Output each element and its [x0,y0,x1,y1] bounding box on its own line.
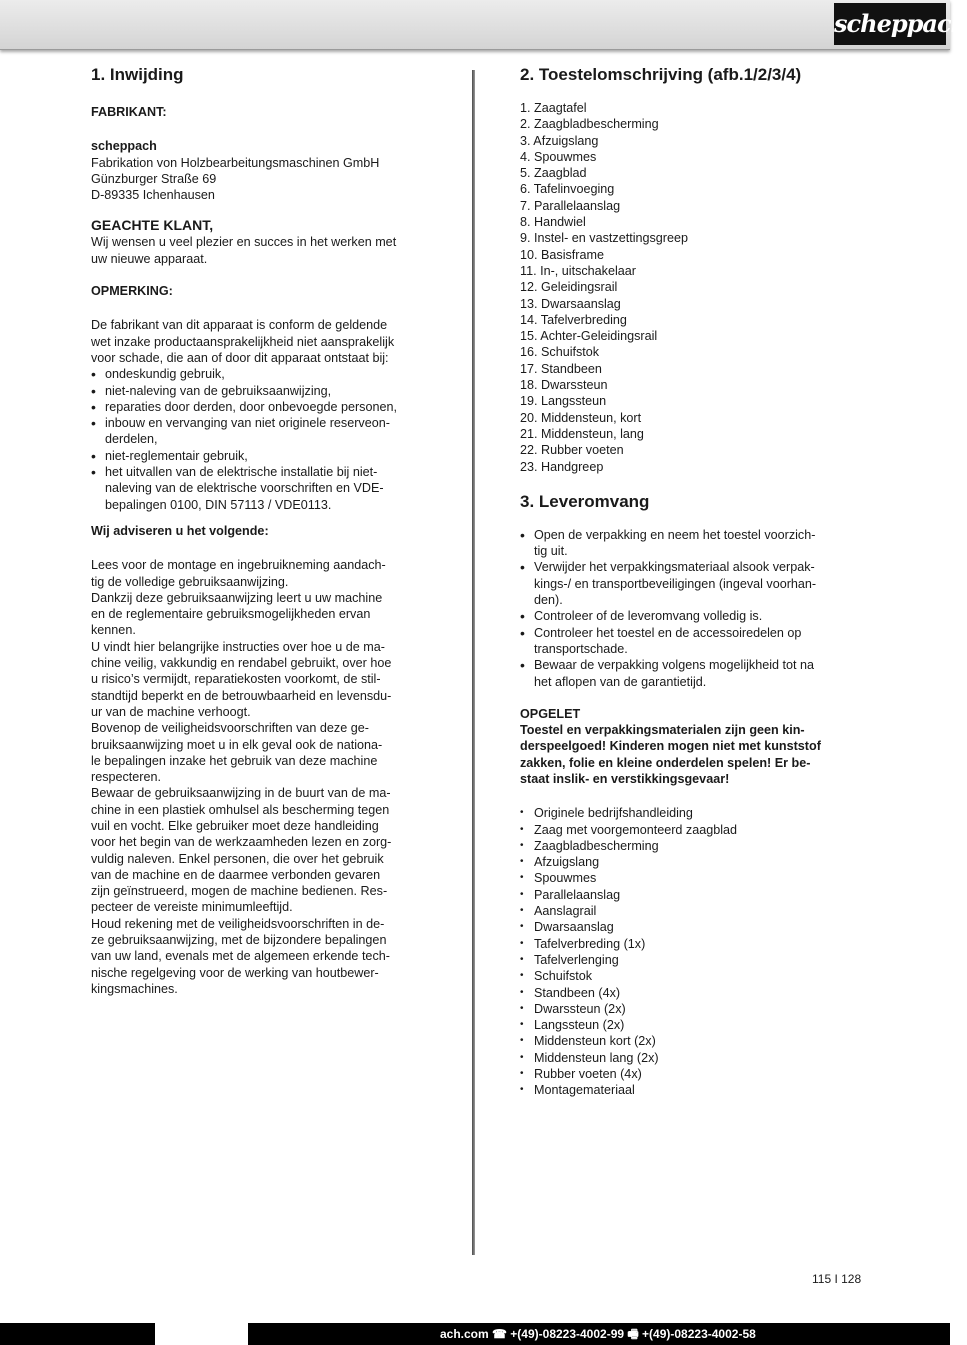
list-item: • het uitvallen van de elektrische installatie bij niet- naleving van de elektrische voorschriften en VDE- bepalingen 0100, DIN 57113 / VDE0113. [91,464,441,513]
note-text: De fabrikant van dit apparaat is conform de geldende [91,318,388,333]
company-name: scheppach [91,139,157,154]
footer-contact-text: ach.com ☎ +(49)-08223-4002-99 🖷 +(49)-08223-4002-58 [440,1327,756,1341]
list-item: 20. Middensteun, kort [520,410,642,425]
footer-gap [155,1323,248,1345]
list-item: • Originele bedrijfshandleiding [520,805,865,821]
list-item: 13. Dwarsaanslag [520,296,621,311]
list-item: 18. Dwarssteun [520,378,608,393]
list-item: 16. Schuifstok [520,345,600,360]
list-item: • Standbeen (4x) [520,985,865,1001]
list-item: • Controleer of de leveromvang volledig is. [520,608,865,624]
list-item: 17. Standbeen [520,361,602,376]
list-item: 1. Zaagtafel [520,101,587,115]
list-item: • Dwarssteun (2x) [520,1001,865,1017]
advice-label: Wij adviseren u het volgende: [91,523,269,538]
list-item: 7. Parallelaanslag [520,198,621,213]
list-item: 6. Tafelinvoeging [520,182,615,197]
list-item: • reparaties door derden, door onbevoegde personen, [91,399,441,415]
list-item: • Tafelverlenging [520,952,865,968]
list-item: • niet-naleving van de gebruiksaanwijzing, [91,383,441,399]
list-item: • Open de verpakking en neem het toestel voorzich- tig uit. [520,527,865,560]
list-item: 9. Instel- en vastzettingsgreep [520,231,689,246]
list-item: • Zaag met voorgemonteerd zaagblad [520,822,865,838]
list-item: 3. Afzuigslang [520,133,599,148]
list-item: • Afzuigslang [520,854,865,870]
list-item: 15. Achter-Geleidingsrail [520,329,658,344]
page-number: 115 I 128 [812,1272,862,1286]
section-title-description: 2. Toestelomschrijving (afb.1/2/3/4) [520,65,802,84]
list-item: 14. Tafelverbreding [520,312,627,327]
list-item: • inbouw en vervanging van niet originele reserveon- derdelen, [91,415,441,448]
greeting-title: GEACHTE KLANT, [91,217,214,234]
list-item: • Spouwmes [520,870,865,886]
section-title-delivery: 3. Leveromvang [520,491,650,511]
greeting-text: uw nieuwe apparaat. [91,251,208,266]
list-item: • Aanslagrail [520,903,865,919]
address-line: D-89335 Ichenhausen [91,188,215,203]
list-item: • Dwarsaanslag [520,919,865,935]
list-item: • niet-reglementair gebruik, [91,448,441,464]
list-item: • Middensteun lang (2x) [520,1050,865,1066]
header-bar [0,0,967,50]
contents-list [520,805,865,1098]
warning-text: Toestel en verpakkingsmaterialen zijn geen kin- derspeelgoed! Kinderen mogen niet met kunststof zakken, folie en kleine onderdelen spelen! Er be- staat inslik- en verstikkingsgevaar! [520,723,821,786]
scheppach-logo: scheppach [834,3,946,45]
delivery-steps-list [520,527,865,690]
list-item: 2. Zaagbladbescherming [520,117,659,132]
parts-list [520,100,865,475]
advice-text: Lees voor de montage en ingebruikneming aandach- tig de volledige gebruiksaanwijzing. Dankzij deze gebruiksaanwijzing leert u uw machine en de reglementaire gebruiksmogelijkheden ervan kennen. U vindt hier belangrijke instructies over hoe u de ma- chine veilig, vakkundig en rendabel gebruikt, over hoe u risico’s vermijdt, reparatiekosten voorkomt, de stil- standtijd beperkt en de betrouwbaarheid en levensdu- ur van de machine verhoogt. Bovenop de veiligheidsvoorschriften van deze ge- bruiksaanwijzing moet u in elk geval ook de nationa- le bepalingen inzake het gebruik van deze machine respecteren. Bewaar de gebruiksaanwijzing in de buurt van de ma- chine in een plastiek omhulsel als bescherming tegen vuil en vocht. Elke gebruiker moet deze handleiding voor het begin van de werkzaamheden lezen en zorg- vuldig naleven. Enkel personen, die over het gebruik van de machine en de daarmee verbonden gevaren zijn geïnstrueerd, mogen de machine bedienen. Res- pecteer de vereiste minimumleeftijd. Houd rekening met de veiligheidsvoorschriften in de- ze gebruiksaanwijzing, met de bijzondere bepalingen van uw land, evenals met de algemeen erkende tech- nische regelgeving voor de werking van houtbewer- kingsmachines. [91,558,392,996]
list-item: 21. Middensteun, lang [520,426,644,441]
list-item: 4. Spouwmes [520,149,597,164]
list-item: 19. Langssteun [520,394,607,409]
list-item: • Rubber voeten (4x) [520,1066,865,1082]
footer-bar [0,1323,950,1345]
left-column [91,64,441,997]
list-item: 5. Zaagblad [520,166,587,181]
manufacturer-label: FABRIKANT: [91,105,167,119]
note-text: wet inzake productaansprakelijkheid niet aansprakelijk [91,334,395,349]
address-line: Fabrikation von Holzbearbeitungsmaschinen GmbH [91,155,380,170]
list-item: • Zaagbladbescherming [520,838,865,854]
list-item: 23. Handgreep [520,459,604,474]
address-line: Günzburger Straße 69 [91,171,217,186]
list-item: • Schuifstok [520,968,865,984]
list-item: • Langssteun (2x) [520,1017,865,1033]
note-text: voor schade, die aan of door dit apparaat ontstaat bij: [91,350,389,365]
greeting-text: Wij wensen u veel plezier en succes in het werken met [91,235,397,250]
column-divider [472,70,475,1255]
list-item: 12. Geleidingsrail [520,280,618,295]
list-item: • Montagemateriaal [520,1082,865,1098]
list-item: • Verwijder het verpakkingsmateriaal alsook verpak- kings-/ en transportbeveiligingen (ingeval voorhan- den). [520,559,865,608]
right-column [520,64,865,1099]
list-item: 22. Rubber voeten [520,443,624,458]
list-item: • Parallelaanslag [520,887,865,903]
list-item: 10. Basisframe [520,247,604,262]
note-label: OPMERKING: [91,284,173,299]
list-item: • Bewaar de verpakking volgens mogelijkheid tot na het aflopen van de garantietijd. [520,657,865,690]
list-item: 8. Handwiel [520,215,586,230]
list-item: • ondeskundig gebruik, [91,366,441,382]
section-title-introduction: 1. Inwijding [91,65,184,84]
list-item: • Controleer het toestel en de accessoiredelen op transportschade. [520,625,865,658]
list-item: • Tafelverbreding (1x) [520,936,865,952]
list-item: 11. In-, uitschakelaar [520,263,636,278]
warning-label: OPGELET [520,706,581,721]
note-bullet-list [91,366,441,513]
list-item: • Middensteun kort (2x) [520,1033,865,1049]
